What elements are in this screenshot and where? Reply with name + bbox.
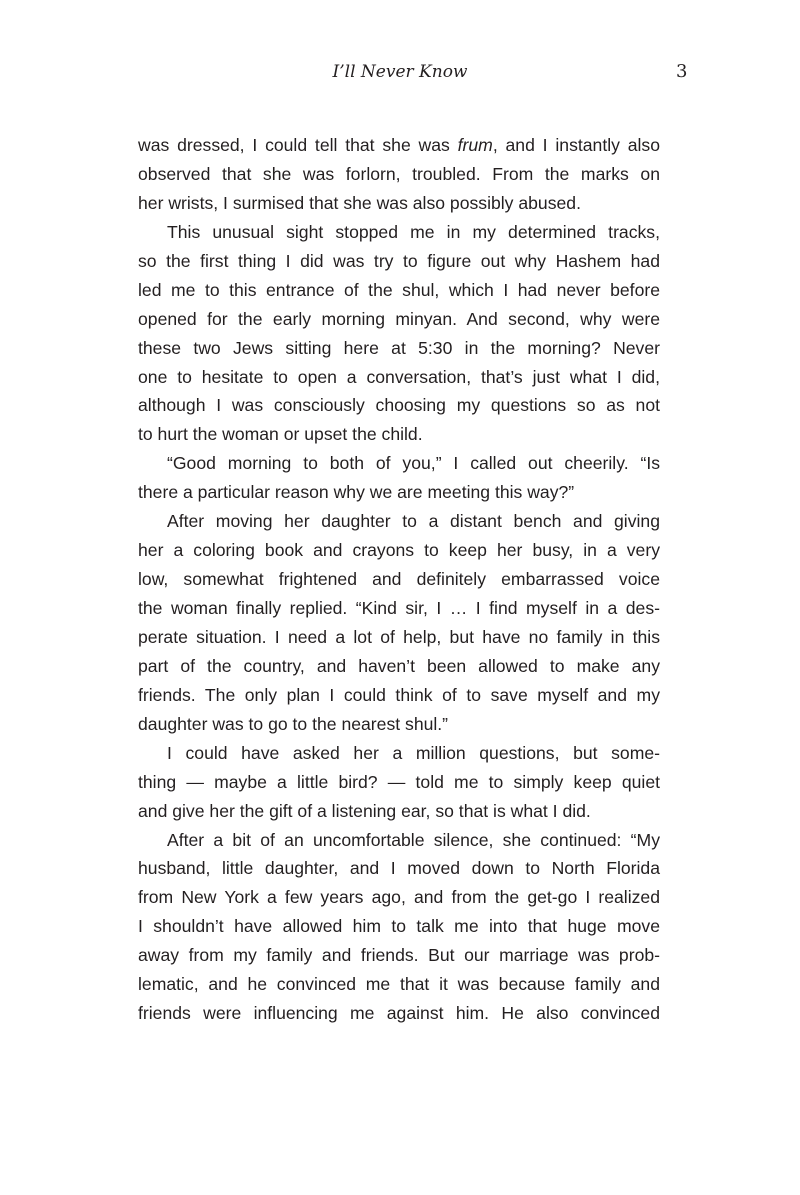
text-line: husband, little daughter, and I moved down to North Florida bbox=[138, 858, 660, 879]
text-line: daughter was to go to the nearest shul.” bbox=[138, 713, 449, 734]
text-line: there a particular reason why we are meeting this way?” bbox=[138, 482, 575, 503]
text-line: opened for the early morning minyan. And second, why were bbox=[138, 308, 660, 329]
text-line: low, somewhat frightened and definitely embarrassed voice bbox=[138, 569, 660, 590]
body-text bbox=[138, 131, 660, 1028]
text-line: observed that she was forlorn, troubled. From the marks on bbox=[138, 163, 660, 184]
paragraph bbox=[138, 507, 660, 739]
text-line: friends. The only plan I could think of to save myself and my bbox=[138, 684, 660, 705]
text-line bbox=[138, 131, 660, 160]
text-line: perate situation. I need a lot of help, but have no family in this bbox=[138, 626, 660, 647]
text-line: so the first thing I did was try to figure out why Hashem had bbox=[138, 250, 660, 271]
text-line: her a coloring book and crayons to keep her busy, in a very bbox=[138, 540, 660, 561]
text-line: thing — maybe a little bird? — told me to simply keep quiet bbox=[138, 771, 660, 792]
page-number: 3 bbox=[676, 61, 688, 82]
text-line: one to hesitate to open a conversation, that’s just what I did, bbox=[138, 366, 660, 387]
text-line: After moving her daughter to a distant bench and giving bbox=[167, 511, 660, 532]
text-line: “Good morning to both of you,” I called out cheerily. “Is bbox=[167, 453, 660, 474]
paragraph bbox=[138, 131, 660, 218]
text-line: led me to this entrance of the shul, which I had never before bbox=[138, 279, 660, 300]
text-line: although I was consciously choosing my questions so as not bbox=[138, 395, 660, 416]
paragraph bbox=[138, 449, 660, 507]
text-line: After a bit of an uncomfortable silence, she continued: “My bbox=[167, 829, 660, 850]
italic-word: frum bbox=[457, 135, 493, 155]
text-segment: was dressed, I could tell that she was bbox=[138, 135, 458, 155]
text-segment: , and I instantly also bbox=[492, 135, 660, 155]
paragraph bbox=[138, 739, 660, 826]
text-line: away from my family and friends. But our marriage was prob- bbox=[138, 945, 660, 966]
text-line: these two Jews sitting here at 5:30 in the morning? Never bbox=[138, 337, 660, 358]
text-line: her wrists, I surmised that she was also possibly abused. bbox=[138, 192, 581, 213]
paragraph bbox=[138, 826, 660, 1029]
text-line: lematic, and he convinced me that it was because family and bbox=[138, 974, 660, 995]
text-line: I could have asked her a million questions, but some- bbox=[167, 742, 660, 763]
text-line: from New York a few years ago, and from the get-go I realized bbox=[138, 887, 660, 908]
text-line: the woman finally replied. “Kind sir, I … I find myself in a des- bbox=[138, 598, 660, 618]
text-line: to hurt the woman or upset the child. bbox=[138, 424, 423, 445]
text-line: friends were influencing me against him. He also convinced bbox=[138, 1003, 660, 1024]
text-line: This unusual sight stopped me in my determined tracks, bbox=[167, 221, 660, 242]
text-line: I shouldn’t have allowed him to talk me into that huge move bbox=[138, 916, 660, 937]
text-line: part of the country, and haven’t been allowed to make any bbox=[138, 655, 660, 676]
running-header-title: I’ll Never Know bbox=[332, 62, 468, 82]
text-line: and give her the gift of a listening ear, so that is what I did. bbox=[138, 800, 591, 821]
paragraph bbox=[138, 218, 660, 450]
